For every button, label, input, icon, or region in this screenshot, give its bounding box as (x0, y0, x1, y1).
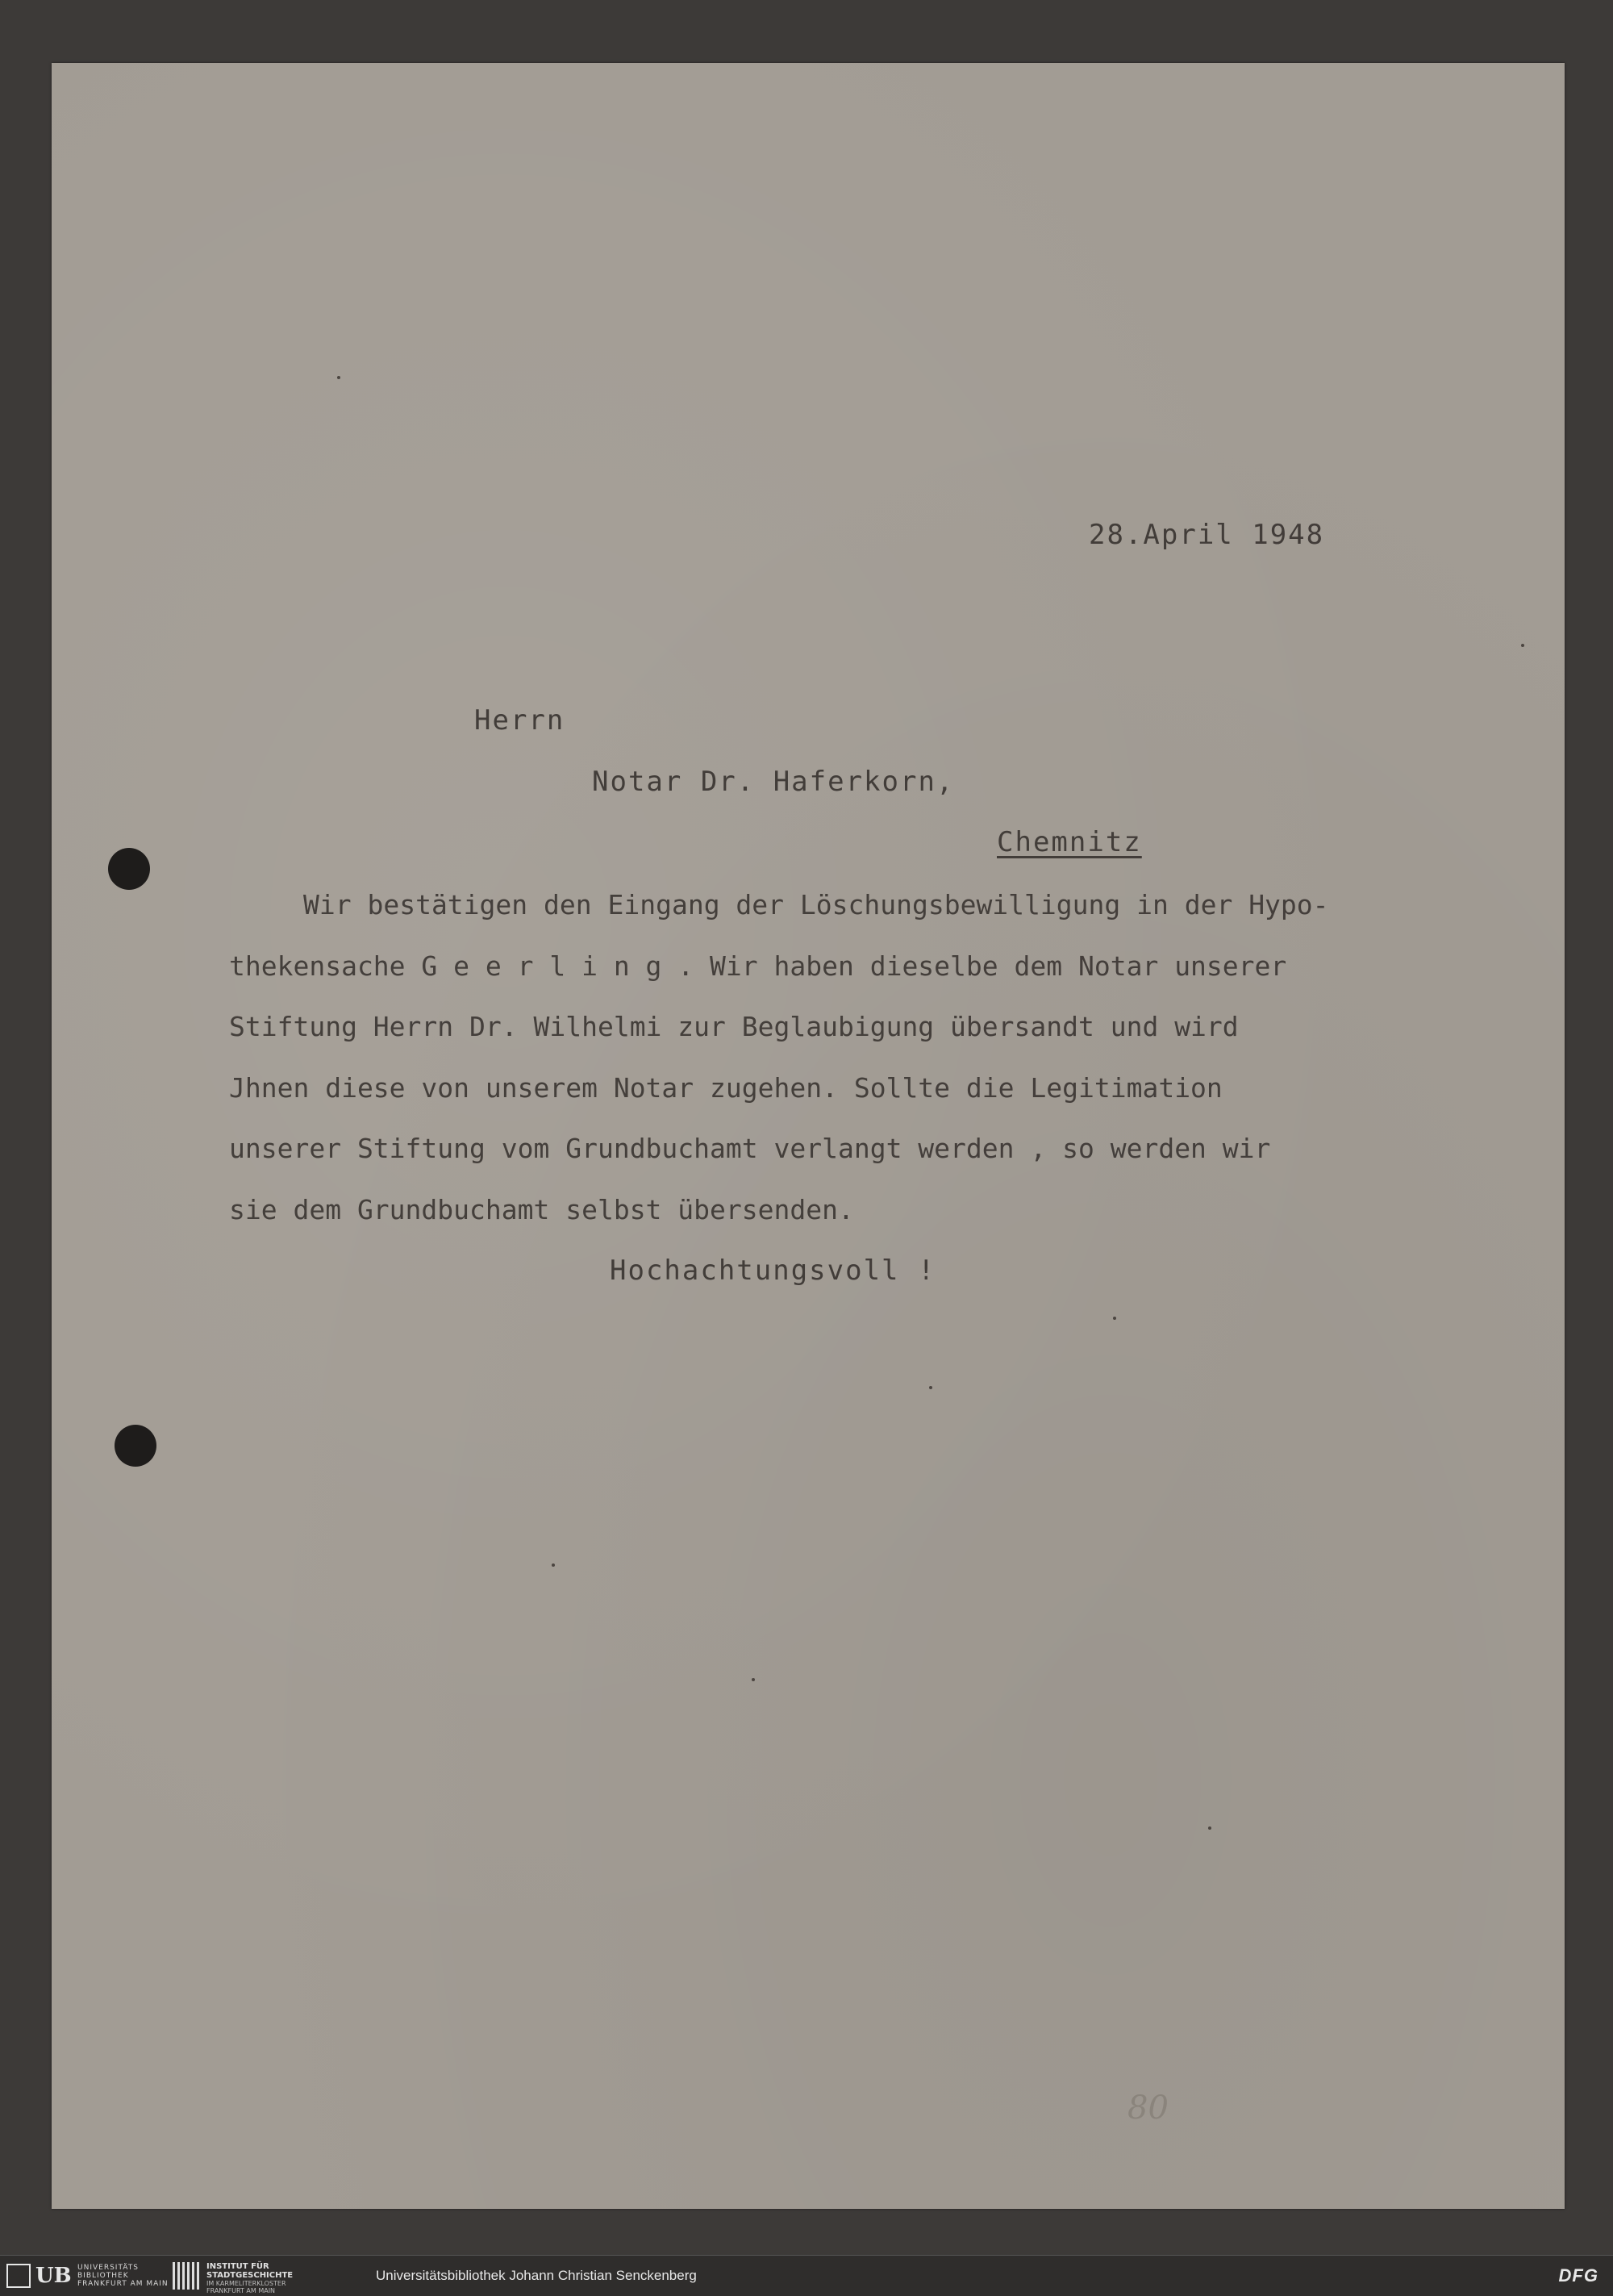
isg-logo[interactable] (173, 2262, 293, 2294)
isg-logo-sub-line: IM KARMELITERKLOSTER (206, 2280, 286, 2287)
ub-logo-label: UB (35, 2264, 72, 2288)
body-line-4: Jhnen diese von unserem Notar zugehen. Sollte die Legitimation (229, 1072, 1223, 1104)
letter-recipient: Notar Dr. Haferkorn, (592, 766, 955, 798)
paper-speck (752, 1678, 755, 1681)
ub-logo-text (77, 2264, 169, 2288)
ub-logo-icon (6, 2264, 31, 2288)
letter-closing: Hochachtungsvoll ! (610, 1254, 936, 1287)
letter-page (52, 63, 1565, 2209)
body-line-6: sie dem Grundbuchamt selbst übersenden. (229, 1194, 854, 1225)
paper-speck (929, 1386, 932, 1389)
isg-logo-sub-line: FRANKFURT AM MAIN (206, 2287, 276, 2294)
isg-logo-title-line: INSTITUT FÜR (206, 2262, 269, 2271)
paper-speck (337, 376, 340, 379)
isg-logo-icon (173, 2262, 200, 2290)
paper-speck (1521, 644, 1524, 647)
punch-hole-lower (115, 1425, 156, 1467)
viewer-footer (0, 2255, 1613, 2296)
paper-speck (552, 1563, 555, 1567)
punch-hole-upper (108, 848, 150, 890)
ub-logo-text-line: FRANKFURT AM MAIN (77, 2280, 169, 2288)
ub-logo-text-line: UNIVERSITÄTS (77, 2264, 139, 2272)
body-line-5: unserer Stiftung vom Grundbuchamt verlangt werden , so werden wir (229, 1133, 1271, 1164)
isg-logo-text (206, 2262, 293, 2294)
letter-salutation: Herrn (474, 704, 565, 737)
ub-logo-text-line: BIBLIOTHEK (77, 2272, 129, 2280)
pencil-page-number: 80 (1127, 2089, 1169, 2127)
body-line-1: Wir bestätigen den Eingang der Löschungsbewilligung in der Hypo- (303, 889, 1329, 920)
dfg-logo[interactable]: DFG (1558, 2265, 1598, 2286)
letter-city: Chemnitz (997, 826, 1142, 858)
letter-date: 28.April 1948 (1089, 519, 1325, 551)
isg-logo-title-line: STADTGESCHICHTE (206, 2271, 294, 2280)
ub-logo[interactable] (6, 2262, 72, 2290)
paper-speck (1208, 1826, 1211, 1830)
body-line-2: thekensache G e e r l i n g . Wir haben dieselbe dem Notar unserer (229, 950, 1287, 982)
paper-speck (1113, 1317, 1116, 1320)
footer-caption: Universitätsbibliothek Johann Christian Senckenberg (376, 2268, 697, 2283)
body-line-3: Stiftung Herrn Dr. Wilhelmi zur Beglaubigung übersandt und wird (229, 1011, 1239, 1042)
